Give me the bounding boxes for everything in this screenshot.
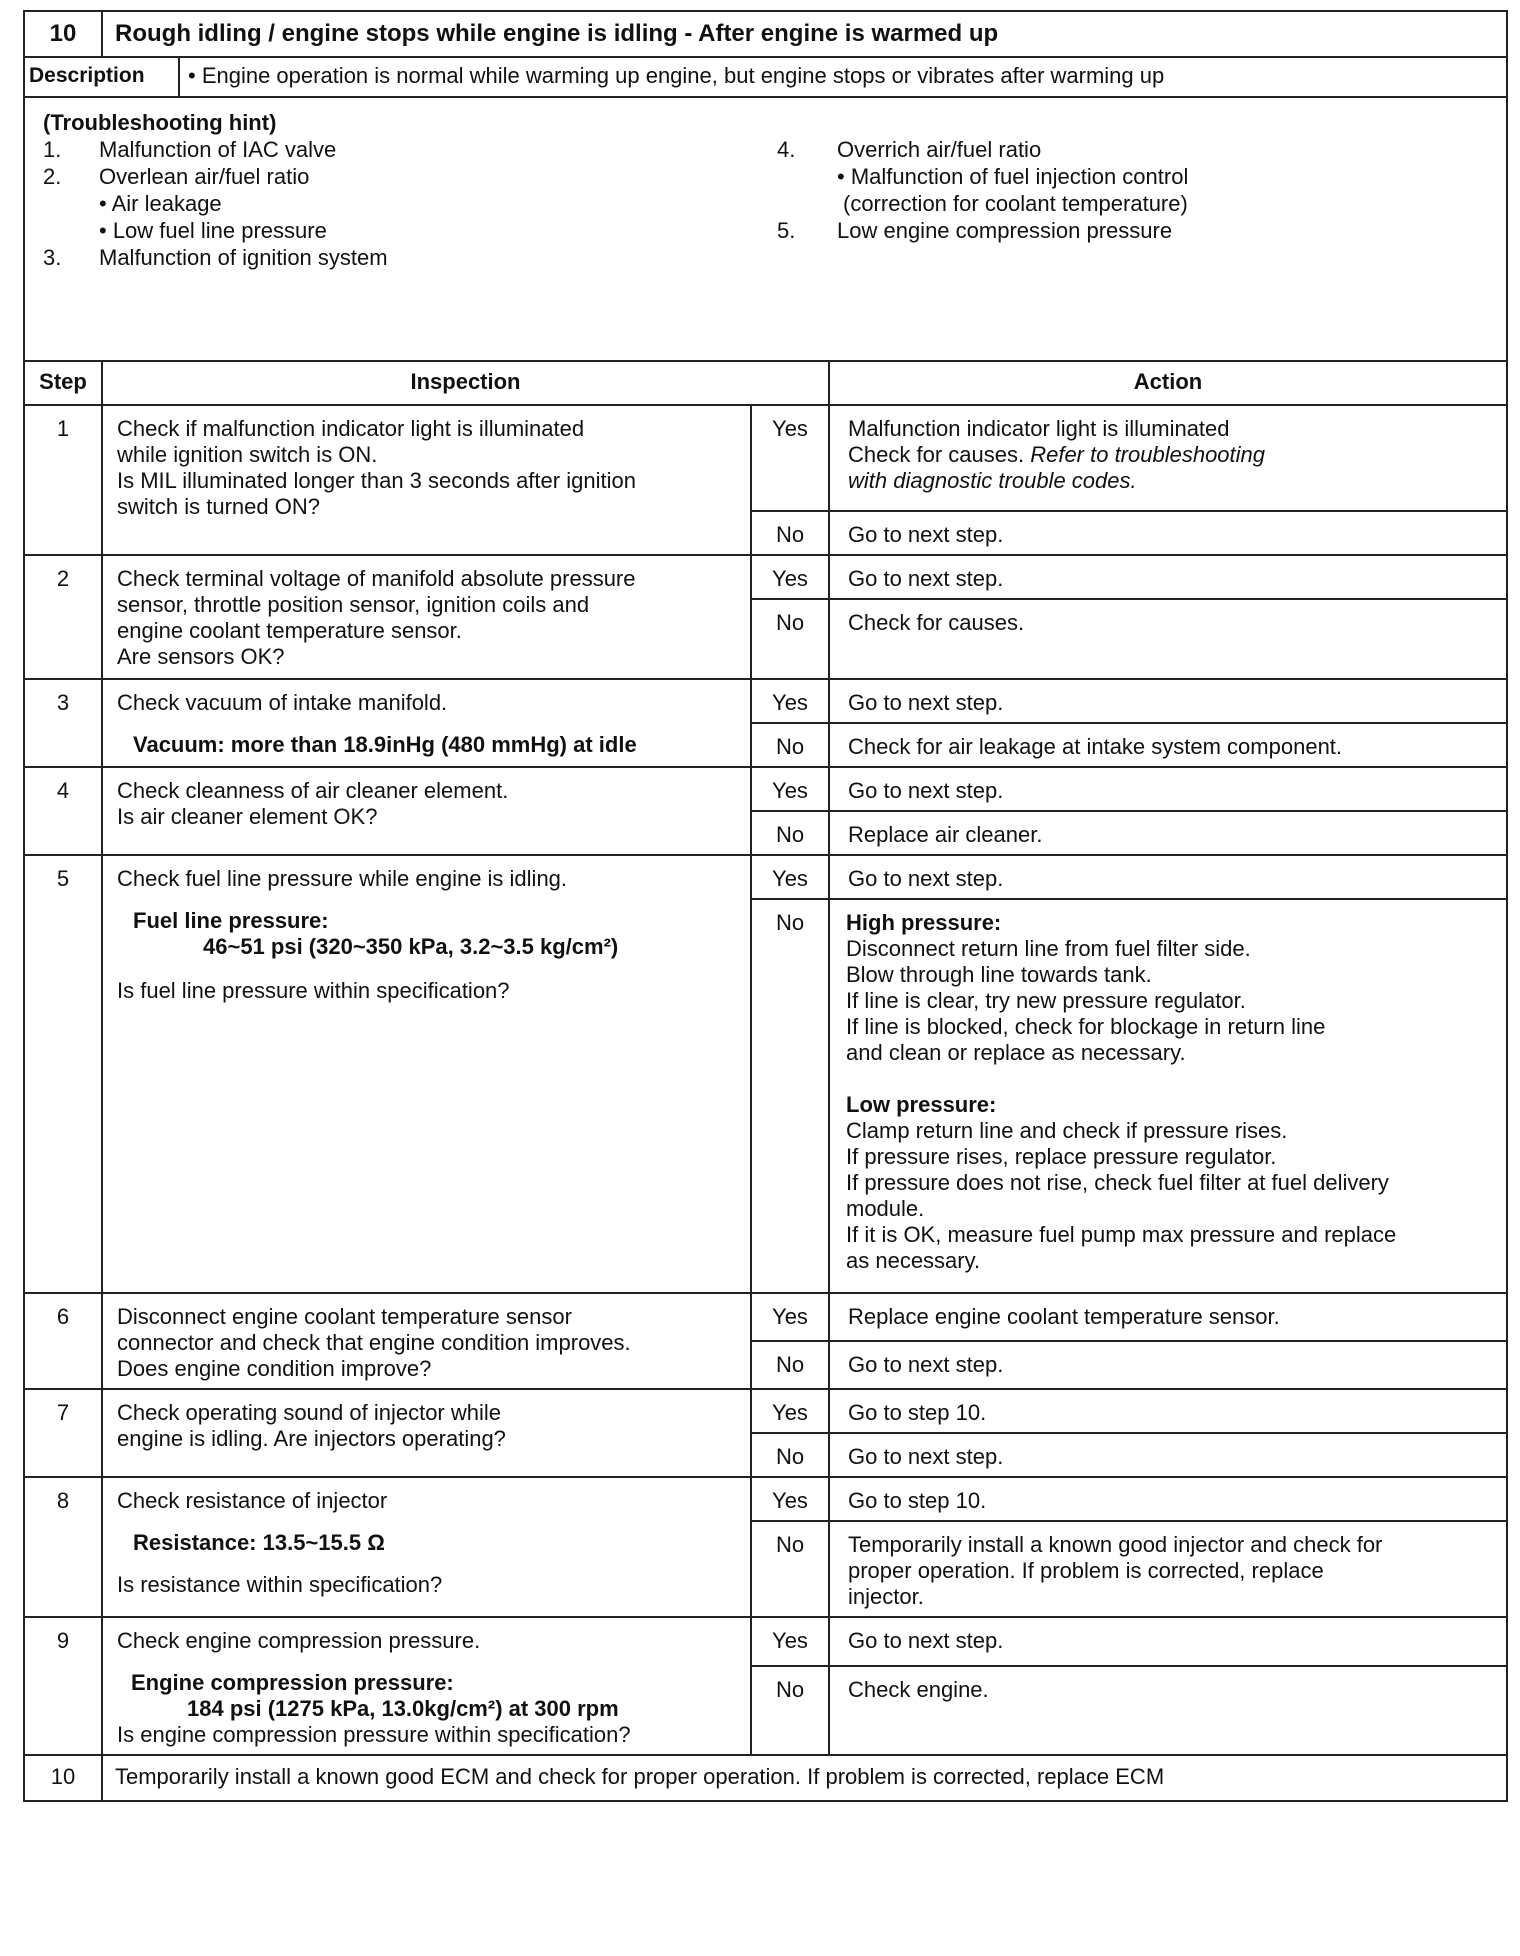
inspection-text: Check vacuum of intake manifold. <box>117 690 448 715</box>
yes-label: Yes <box>751 1477 829 1521</box>
inspection-text: Does engine condition improve? <box>117 1356 432 1381</box>
no-label: No <box>751 811 829 855</box>
action-text: If line is clear, try new pressure regulator. <box>846 988 1246 1013</box>
step-number: 10 <box>24 1755 102 1801</box>
no-label: No <box>751 723 829 767</box>
table-row <box>24 1755 1507 1801</box>
hint-item: Low engine compression pressure <box>837 218 1173 243</box>
no-action: Check for air leakage at intake system component. <box>829 723 1507 767</box>
spec-label: Fuel line pressure: <box>133 908 329 933</box>
action-text: proper operation. If problem is corrected, replace <box>848 1558 1324 1583</box>
yes-label: Yes <box>751 1389 829 1433</box>
inspection-text: Check operating sound of injector while <box>117 1400 502 1425</box>
yes-label: Yes <box>751 405 829 511</box>
yes-action: Go to step 10. <box>829 1477 1507 1521</box>
high-pressure-title: High pressure: <box>846 910 1002 935</box>
inspection-cell <box>102 555 751 679</box>
step-number: 8 <box>24 1477 102 1617</box>
step-number: 7 <box>24 1389 102 1477</box>
action-text: Blow through line towards tank. <box>846 962 1152 987</box>
yes-action: Go to next step. <box>829 679 1507 723</box>
hint-num: 5. <box>777 218 796 243</box>
hint-item: Malfunction of ignition system <box>99 245 388 270</box>
step-number: 2 <box>24 555 102 679</box>
yes-label: Yes <box>751 1293 829 1341</box>
final-action: Temporarily install a known good ECM and check for proper operation. If problem is corrected, replace ECM <box>102 1755 1507 1801</box>
inspection-cell <box>102 405 751 555</box>
inspection-text: Disconnect engine coolant temperature sensor <box>117 1304 572 1329</box>
no-action: Go to next step. <box>829 1433 1507 1477</box>
inspection-cell <box>102 1477 751 1617</box>
action-text: Malfunction indicator light is illuminated <box>848 416 1230 441</box>
spec-value: Vacuum: more than 18.9inHg (480 mmHg) at idle <box>133 732 637 757</box>
yes-action: Go to next step. <box>829 555 1507 599</box>
step-number: 4 <box>24 767 102 855</box>
inspection-text: Check engine compression pressure. <box>117 1628 481 1653</box>
action-reference: Refer to troubleshooting <box>1030 442 1266 467</box>
no-label: No <box>751 599 829 679</box>
action-text: If pressure rises, replace pressure regulator. <box>846 1144 1277 1169</box>
no-label: No <box>751 1433 829 1477</box>
step-number: 1 <box>24 405 102 555</box>
description-label: Description <box>24 57 179 97</box>
yes-label: Yes <box>751 855 829 899</box>
troubleshooting-hint <box>24 97 1507 361</box>
table-row <box>24 767 1507 811</box>
inspection-cell <box>102 1389 751 1477</box>
no-label: No <box>751 1521 829 1617</box>
inspection-cell <box>102 1617 751 1755</box>
inspection-cell <box>102 1293 751 1389</box>
yes-action <box>829 405 1507 511</box>
table-row <box>24 855 1507 899</box>
inspection-text: engine is idling. Are injectors operating? <box>117 1426 506 1451</box>
inspection-cell <box>102 855 751 1293</box>
spec-value: 46~51 psi (320~350 kPa, 3.2~3.5 kg/cm²) <box>203 934 619 959</box>
inspection-text: Is MIL illuminated longer than 3 seconds after ignition <box>117 468 636 493</box>
column-header-action: Action <box>829 361 1507 405</box>
inspection-text: Is air cleaner element OK? <box>117 804 378 829</box>
no-action: Check engine. <box>829 1666 1507 1755</box>
hint-item: (correction for coolant temperature) <box>843 191 1188 216</box>
inspection-cell <box>102 767 751 855</box>
hint-item: Malfunction of IAC valve <box>99 137 337 162</box>
hint-num: 1. <box>43 137 62 162</box>
table-row <box>24 1477 1507 1521</box>
action-text: If pressure does not rise, check fuel filter at fuel delivery <box>846 1170 1389 1195</box>
hint-item: • Low fuel line pressure <box>99 218 327 243</box>
page-title: Rough idling / engine stops while engine is idling - After engine is warmed up <box>102 11 1507 57</box>
yes-label: Yes <box>751 679 829 723</box>
yes-label: Yes <box>751 1617 829 1666</box>
no-action <box>829 1521 1507 1617</box>
no-label: No <box>751 1341 829 1389</box>
inspection-text: while ignition switch is ON. <box>117 442 378 467</box>
step-number: 3 <box>24 679 102 767</box>
description-text: • Engine operation is normal while warming up engine, but engine stops or vibrates after warming up <box>179 57 1507 97</box>
action-text: Temporarily install a known good injector and check for <box>848 1532 1383 1557</box>
no-action: Go to next step. <box>829 511 1507 555</box>
table-row <box>24 405 1507 511</box>
action-text: If it is OK, measure fuel pump max pressure and replace <box>846 1222 1397 1247</box>
inspection-text: Check terminal voltage of manifold absolute pressure <box>117 566 636 591</box>
table-row <box>24 679 1507 723</box>
hint-num: 4. <box>777 137 796 162</box>
spec-label: Engine compression pressure: <box>131 1670 454 1695</box>
troubleshooting-document <box>23 10 1506 1802</box>
column-header-step: Step <box>24 361 102 405</box>
inspection-text: Check cleanness of air cleaner element. <box>117 778 509 803</box>
no-label: No <box>751 511 829 555</box>
inspection-text: switch is turned ON? <box>117 494 320 519</box>
action-text: injector. <box>848 1584 924 1609</box>
no-label: No <box>751 1666 829 1755</box>
inspection-text: connector and check that engine condition improves. <box>117 1330 631 1355</box>
hint-num: 2. <box>43 164 62 189</box>
hint-left-column <box>43 110 388 272</box>
action-text: If line is blocked, check for blockage in return line <box>846 1014 1326 1039</box>
action-text: Clamp return line and check if pressure rises. <box>846 1118 1288 1143</box>
low-pressure-title: Low pressure: <box>846 1092 997 1117</box>
action-text: and clean or replace as necessary. <box>846 1040 1186 1065</box>
hint-item: Overrich air/fuel ratio <box>837 137 1042 162</box>
hint-right-column <box>777 137 1188 245</box>
action-text: Check for causes. <box>848 442 1025 467</box>
table-row <box>24 555 1507 599</box>
table-row <box>24 1617 1507 1666</box>
action-text: as necessary. <box>846 1248 981 1273</box>
no-label: No <box>751 899 829 1293</box>
inspection-cell <box>102 679 751 767</box>
spec-value: Resistance: 13.5~15.5 Ω <box>133 1530 385 1555</box>
table-row <box>24 1293 1507 1341</box>
no-action: Replace air cleaner. <box>829 811 1507 855</box>
no-action <box>829 899 1507 1293</box>
hint-num: 3. <box>43 245 62 270</box>
hint-item: • Air leakage <box>99 191 222 216</box>
hint-item: • Malfunction of fuel injection control <box>837 164 1189 189</box>
yes-action: Go to next step. <box>829 767 1507 811</box>
inspection-text: Check fuel line pressure while engine is idling. <box>117 866 568 891</box>
action-text: module. <box>846 1196 925 1221</box>
action-text: Disconnect return line from fuel filter side. <box>846 936 1251 961</box>
inspection-text: Check resistance of injector <box>117 1488 388 1513</box>
inspection-text: Are sensors OK? <box>117 644 285 669</box>
inspection-text: Check if malfunction indicator light is illuminated <box>117 416 585 441</box>
spec-value: 184 psi (1275 kPa, 13.0kg/cm²) at 300 rpm <box>187 1696 619 1721</box>
table-row <box>24 1389 1507 1433</box>
troubleshooting-table <box>23 10 1508 1802</box>
inspection-text: engine coolant temperature sensor. <box>117 618 462 643</box>
inspection-text: sensor, throttle position sensor, ignition coils and <box>117 592 590 617</box>
action-reference: with diagnostic trouble codes. <box>848 468 1137 493</box>
no-action: Go to next step. <box>829 1341 1507 1389</box>
step-number: 5 <box>24 855 102 1293</box>
no-action: Check for causes. <box>829 599 1507 679</box>
yes-label: Yes <box>751 767 829 811</box>
yes-action: Go to next step. <box>829 855 1507 899</box>
step-number: 9 <box>24 1617 102 1755</box>
yes-action: Replace engine coolant temperature sensor. <box>829 1293 1507 1341</box>
column-header-inspection: Inspection <box>102 361 829 405</box>
hint-item: Overlean air/fuel ratio <box>99 164 310 189</box>
procedure-number: 10 <box>24 11 102 57</box>
inspection-question: Is engine compression pressure within specification? <box>117 1722 631 1747</box>
yes-label: Yes <box>751 555 829 599</box>
inspection-question: Is resistance within specification? <box>117 1572 443 1597</box>
step-number: 6 <box>24 1293 102 1389</box>
inspection-question: Is fuel line pressure within specification? <box>117 978 510 1003</box>
hint-title: (Troubleshooting hint) <box>43 110 277 135</box>
yes-action: Go to step 10. <box>829 1389 1507 1433</box>
yes-action: Go to next step. <box>829 1617 1507 1666</box>
